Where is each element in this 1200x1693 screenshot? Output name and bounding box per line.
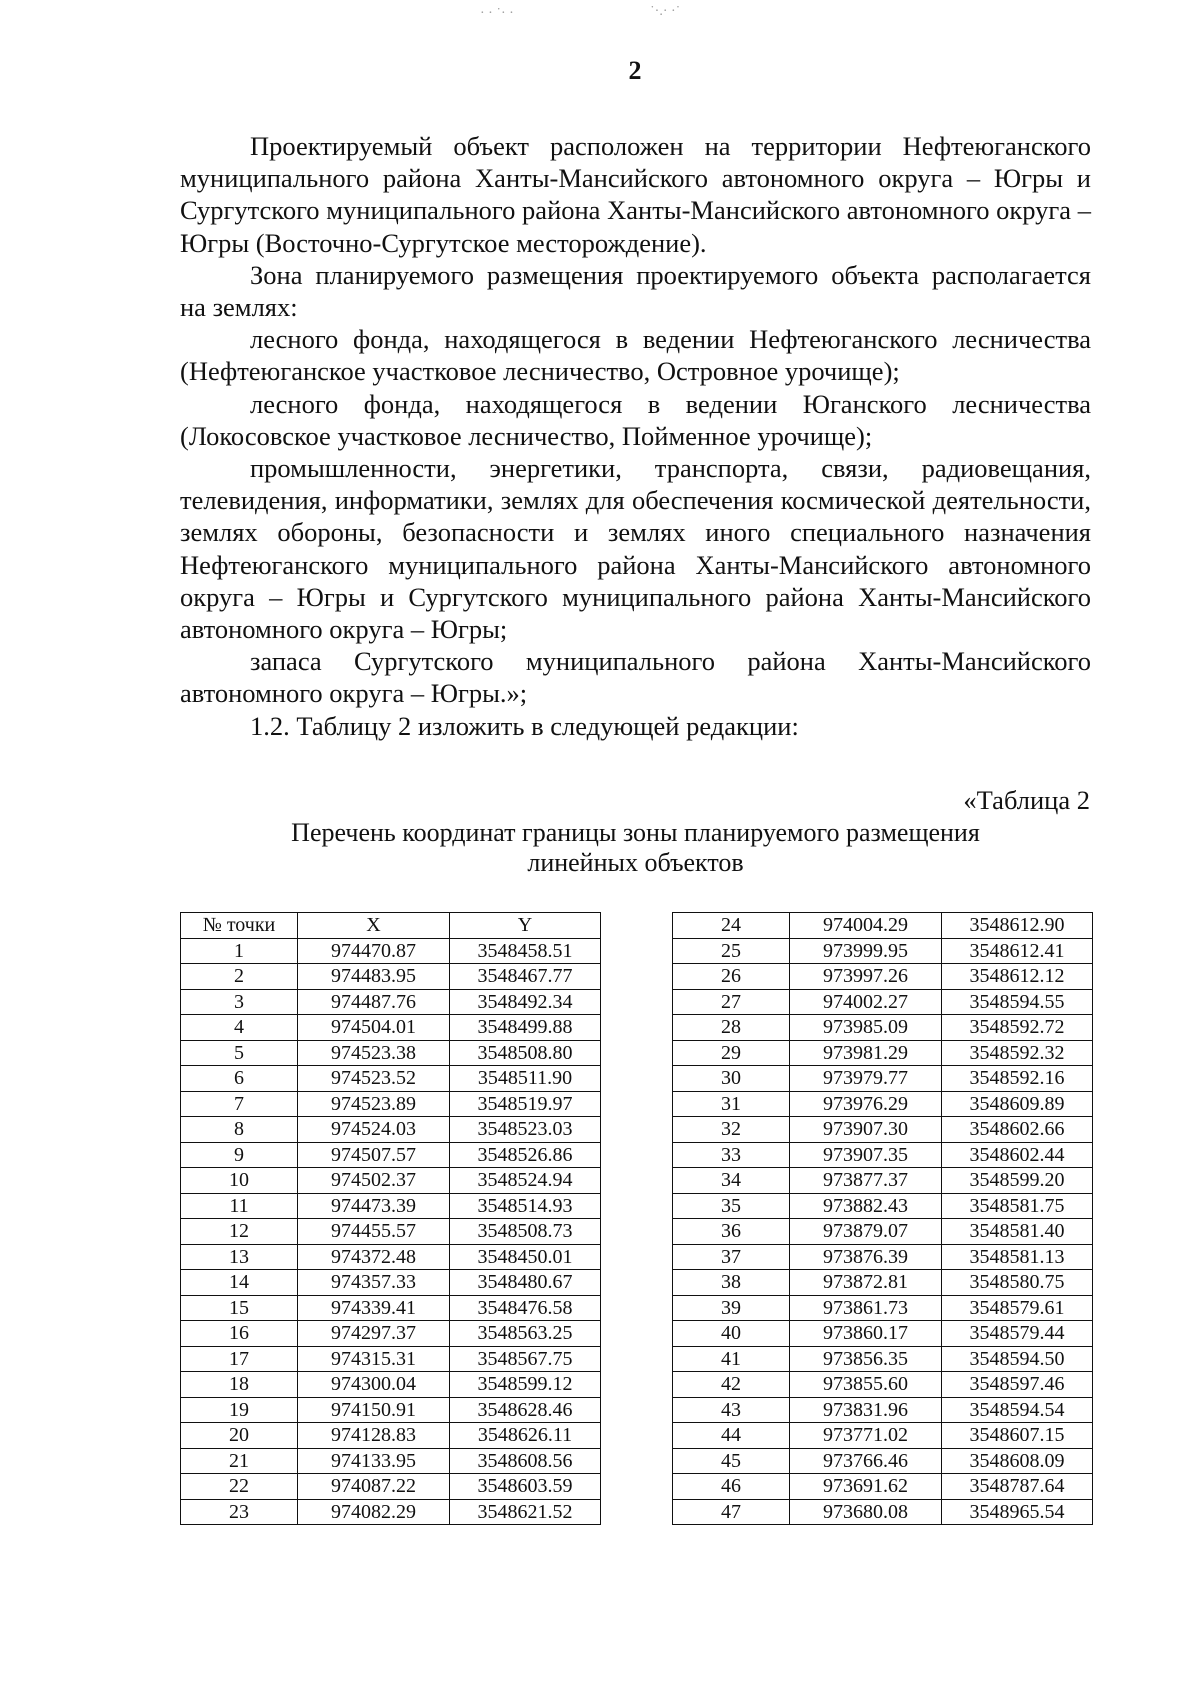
cell-x: 973907.35 [790, 1142, 942, 1168]
cell-y: 3548580.75 [942, 1270, 1093, 1296]
table-row [181, 1372, 601, 1398]
cell-point-number: 11 [181, 1193, 298, 1219]
cell-y: 3548628.46 [450, 1397, 601, 1423]
cell-x: 973981.29 [790, 1040, 942, 1066]
table-row [673, 1397, 1093, 1423]
coordinates-table-right [672, 912, 1093, 1525]
cell-point-number: 30 [673, 1066, 790, 1092]
cell-point-number: 28 [673, 1015, 790, 1041]
coordinates-table-left [180, 912, 601, 1525]
cell-point-number: 40 [673, 1321, 790, 1347]
cell-point-number: 44 [673, 1423, 790, 1449]
cell-y: 3548467.77 [450, 964, 601, 990]
cell-point-number: 2 [181, 964, 298, 990]
cell-x: 973879.07 [790, 1219, 942, 1245]
cell-y: 3548592.72 [942, 1015, 1093, 1041]
cell-point-number: 41 [673, 1346, 790, 1372]
table-caption-line: линейных объектов [527, 848, 744, 877]
cell-point-number: 7 [181, 1091, 298, 1117]
table-row [181, 964, 601, 990]
table-row [181, 1321, 601, 1347]
cell-x: 973876.39 [790, 1244, 942, 1270]
cell-x: 973907.30 [790, 1117, 942, 1143]
cell-point-number: 6 [181, 1066, 298, 1092]
table-row [673, 1346, 1093, 1372]
cell-point-number: 15 [181, 1295, 298, 1321]
cell-point-number: 26 [673, 964, 790, 990]
table-row [181, 1270, 601, 1296]
cell-point-number: 12 [181, 1219, 298, 1245]
cell-y: 3548511.90 [450, 1066, 601, 1092]
paragraph: Проектируемый объект расположен на территории Нефтеюганского муниципального района Ханты-Мансийского автономного округа – Югры и Сургутского муниципального района Ханты-Мансийского автономного округа – Югры (Восточно-Сургутское месторождение). [180, 131, 1091, 258]
cell-x: 974524.03 [298, 1117, 450, 1143]
table-row [673, 938, 1093, 964]
table-row [673, 1168, 1093, 1194]
cell-point-number: 8 [181, 1117, 298, 1143]
cell-point-number: 9 [181, 1142, 298, 1168]
table-row [673, 989, 1093, 1015]
paragraph: запаса Сургутского муниципального района Ханты-Мансийского автономного округа – Югры.»; [180, 646, 1091, 709]
cell-point-number: 18 [181, 1372, 298, 1398]
cell-x: 974502.37 [298, 1168, 450, 1194]
cell-y: 3548492.34 [450, 989, 601, 1015]
cell-y: 3548526.86 [450, 1142, 601, 1168]
cell-y: 3548499.88 [450, 1015, 601, 1041]
table-row [673, 1474, 1093, 1500]
cell-y: 3548581.40 [942, 1219, 1093, 1245]
cell-point-number: 37 [673, 1244, 790, 1270]
table-row [181, 1040, 601, 1066]
table-row [673, 1423, 1093, 1449]
cell-point-number: 33 [673, 1142, 790, 1168]
page-number: 2 [628, 56, 642, 85]
cell-x: 974315.31 [298, 1346, 450, 1372]
cell-point-number: 4 [181, 1015, 298, 1041]
cell-y: 3548602.44 [942, 1142, 1093, 1168]
table-row [673, 1321, 1093, 1347]
table-row [673, 1270, 1093, 1296]
cell-point-number: 47 [673, 1499, 790, 1525]
paragraph: лесного фонда, находящегося в ведении Юганского лесничества (Локосовское участковое лесничество, Пойменное урочище); [180, 388, 1091, 451]
cell-point-number: 46 [673, 1474, 790, 1500]
scan-artifact: · · ˙· · [480, 6, 514, 21]
cell-x: 974002.27 [790, 989, 942, 1015]
paragraph: 1.2. Таблицу 2 изложить в следующей редакции: [250, 710, 799, 741]
cell-x: 974487.76 [298, 989, 450, 1015]
cell-y: 3548621.52 [450, 1499, 601, 1525]
cell-point-number: 14 [181, 1270, 298, 1296]
cell-y: 3548599.12 [450, 1372, 601, 1398]
table-row [673, 1142, 1093, 1168]
cell-x: 974150.91 [298, 1397, 450, 1423]
table-row [673, 1219, 1093, 1245]
table-row [181, 1091, 601, 1117]
cell-point-number: 13 [181, 1244, 298, 1270]
cell-x: 973997.26 [790, 964, 942, 990]
cell-y: 3548480.67 [450, 1270, 601, 1296]
table-row [673, 1091, 1093, 1117]
cell-point-number: 38 [673, 1270, 790, 1296]
table-body-right [673, 913, 1093, 1525]
cell-point-number: 29 [673, 1040, 790, 1066]
table-row [673, 913, 1093, 939]
cell-x: 974523.89 [298, 1091, 450, 1117]
cell-point-number: 32 [673, 1117, 790, 1143]
paragraph: лесного фонда, находящегося в ведении Нефтеюганского лесничества (Нефтеюганское участковое лесничество, Островное урочище); [180, 324, 1091, 387]
cell-point-number: 39 [673, 1295, 790, 1321]
table-row [181, 1346, 601, 1372]
cell-x: 973976.29 [790, 1091, 942, 1117]
cell-x: 974523.38 [298, 1040, 450, 1066]
cell-y: 3548581.13 [942, 1244, 1093, 1270]
cell-point-number: 27 [673, 989, 790, 1015]
cell-x: 973999.95 [790, 938, 942, 964]
cell-point-number: 42 [673, 1372, 790, 1398]
table-row [673, 1499, 1093, 1525]
cell-x: 974455.57 [298, 1219, 450, 1245]
table-header-row [181, 913, 601, 939]
table-row [673, 1040, 1093, 1066]
paragraph: промышленности, энергетики, транспорта, связи, радиовещания, телевидения, информатики, землях для обеспечения космической деятельности, землях обороны, безопасности и землях иного специального назначения Нефтеюганского муниципального района Ханты-Мансийского автономного округа – Югры и Сургутского муниципального района Ханты-Мансийского автономного округа – Югры; [180, 453, 1091, 645]
cell-point-number: 20 [181, 1423, 298, 1449]
table-row [673, 1448, 1093, 1474]
cell-x: 974128.83 [298, 1423, 450, 1449]
cell-x: 974339.41 [298, 1295, 450, 1321]
cell-x: 973856.35 [790, 1346, 942, 1372]
header-point-number: № точки [181, 913, 298, 939]
cell-point-number: 22 [181, 1474, 298, 1500]
cell-y: 3548508.73 [450, 1219, 601, 1245]
cell-y: 3548592.32 [942, 1040, 1093, 1066]
cell-y: 3548450.01 [450, 1244, 601, 1270]
cell-point-number: 36 [673, 1219, 790, 1245]
cell-x: 973680.08 [790, 1499, 942, 1525]
cell-y: 3548608.09 [942, 1448, 1093, 1474]
cell-y: 3548612.12 [942, 964, 1093, 990]
cell-y: 3548508.80 [450, 1040, 601, 1066]
cell-x: 974357.33 [298, 1270, 450, 1296]
cell-x: 973872.81 [790, 1270, 942, 1296]
cell-y: 3548597.46 [942, 1372, 1093, 1398]
cell-x: 973985.09 [790, 1015, 942, 1041]
cell-y: 3548594.55 [942, 989, 1093, 1015]
table-row [181, 1066, 601, 1092]
cell-point-number: 1 [181, 938, 298, 964]
document-body [180, 130, 1091, 742]
table-row [181, 938, 601, 964]
cell-x: 974087.22 [298, 1474, 450, 1500]
cell-x: 973766.46 [790, 1448, 942, 1474]
cell-x: 974372.48 [298, 1244, 450, 1270]
cell-x: 974483.95 [298, 964, 450, 990]
cell-point-number: 21 [181, 1448, 298, 1474]
table-row [181, 1193, 601, 1219]
table-row [181, 1499, 601, 1525]
table-row [673, 1015, 1093, 1041]
cell-x: 973831.96 [790, 1397, 942, 1423]
scan-artifact: ˙·.· ·˙ [650, 4, 681, 19]
cell-x: 973691.62 [790, 1474, 942, 1500]
cell-x: 974507.57 [298, 1142, 450, 1168]
cell-x: 973855.60 [790, 1372, 942, 1398]
cell-y: 3548608.56 [450, 1448, 601, 1474]
cell-y: 3548612.90 [942, 913, 1093, 939]
table-row [673, 1193, 1093, 1219]
cell-x: 974082.29 [298, 1499, 450, 1525]
table-row [181, 1244, 601, 1270]
table-row [181, 1219, 601, 1245]
table-row [673, 964, 1093, 990]
cell-y: 3548602.66 [942, 1117, 1093, 1143]
cell-x: 974504.01 [298, 1015, 450, 1041]
cell-point-number: 45 [673, 1448, 790, 1474]
table-row [181, 1474, 601, 1500]
cell-x: 974004.29 [790, 913, 942, 939]
table-caption [180, 818, 1091, 878]
cell-x: 974470.87 [298, 938, 450, 964]
cell-x: 973979.77 [790, 1066, 942, 1092]
cell-point-number: 17 [181, 1346, 298, 1372]
table-row [181, 1423, 601, 1449]
cell-point-number: 43 [673, 1397, 790, 1423]
cell-point-number: 31 [673, 1091, 790, 1117]
table-row [181, 1142, 601, 1168]
cell-point-number: 10 [181, 1168, 298, 1194]
cell-point-number: 34 [673, 1168, 790, 1194]
cell-point-number: 24 [673, 913, 790, 939]
cell-y: 3548519.97 [450, 1091, 601, 1117]
cell-y: 3548581.75 [942, 1193, 1093, 1219]
cell-y: 3548594.54 [942, 1397, 1093, 1423]
cell-x: 973861.73 [790, 1295, 942, 1321]
cell-x: 974133.95 [298, 1448, 450, 1474]
cell-y: 3548592.16 [942, 1066, 1093, 1092]
cell-x: 973860.17 [790, 1321, 942, 1347]
table-row [181, 1397, 601, 1423]
cell-point-number: 16 [181, 1321, 298, 1347]
cell-x: 973882.43 [790, 1193, 942, 1219]
table-row [673, 1066, 1093, 1092]
table-row [673, 1295, 1093, 1321]
cell-y: 3548965.54 [942, 1499, 1093, 1525]
table-row [673, 1372, 1093, 1398]
cell-point-number: 19 [181, 1397, 298, 1423]
cell-y: 3548579.44 [942, 1321, 1093, 1347]
table-row [673, 1244, 1093, 1270]
cell-point-number: 35 [673, 1193, 790, 1219]
cell-y: 3548626.11 [450, 1423, 601, 1449]
cell-y: 3548514.93 [450, 1193, 601, 1219]
table-row [673, 1117, 1093, 1143]
table-row [181, 1448, 601, 1474]
cell-x: 973877.37 [790, 1168, 942, 1194]
header-x: X [298, 913, 450, 939]
cell-y: 3548524.94 [450, 1168, 601, 1194]
cell-y: 3548599.20 [942, 1168, 1093, 1194]
cell-y: 3548603.59 [450, 1474, 601, 1500]
table-row [181, 1015, 601, 1041]
table-row [181, 1117, 601, 1143]
cell-x: 973771.02 [790, 1423, 942, 1449]
cell-y: 3548476.58 [450, 1295, 601, 1321]
cell-point-number: 3 [181, 989, 298, 1015]
cell-y: 3548594.50 [942, 1346, 1093, 1372]
cell-x: 974297.37 [298, 1321, 450, 1347]
cell-x: 974473.39 [298, 1193, 450, 1219]
table-body-left [181, 938, 601, 1525]
cell-y: 3548579.61 [942, 1295, 1093, 1321]
cell-point-number: 23 [181, 1499, 298, 1525]
cell-y: 3548458.51 [450, 938, 601, 964]
cell-y: 3548609.89 [942, 1091, 1093, 1117]
cell-x: 974523.52 [298, 1066, 450, 1092]
header-y: Y [450, 913, 601, 939]
cell-y: 3548612.41 [942, 938, 1093, 964]
cell-y: 3548563.25 [450, 1321, 601, 1347]
cell-y: 3548523.03 [450, 1117, 601, 1143]
cell-y: 3548607.15 [942, 1423, 1093, 1449]
table-row [181, 1295, 601, 1321]
cell-x: 974300.04 [298, 1372, 450, 1398]
table-label: «Таблица 2 [963, 785, 1090, 815]
cell-y: 3548787.64 [942, 1474, 1093, 1500]
table-row [181, 1168, 601, 1194]
table-row [181, 989, 601, 1015]
cell-y: 3548567.75 [450, 1346, 601, 1372]
cell-point-number: 25 [673, 938, 790, 964]
paragraph: Зона планируемого размещения проектируемого объекта располагается на землях: [180, 259, 1091, 323]
cell-point-number: 5 [181, 1040, 298, 1066]
table-caption-line: Перечень координат границы зоны планируемого размещения [291, 818, 980, 847]
